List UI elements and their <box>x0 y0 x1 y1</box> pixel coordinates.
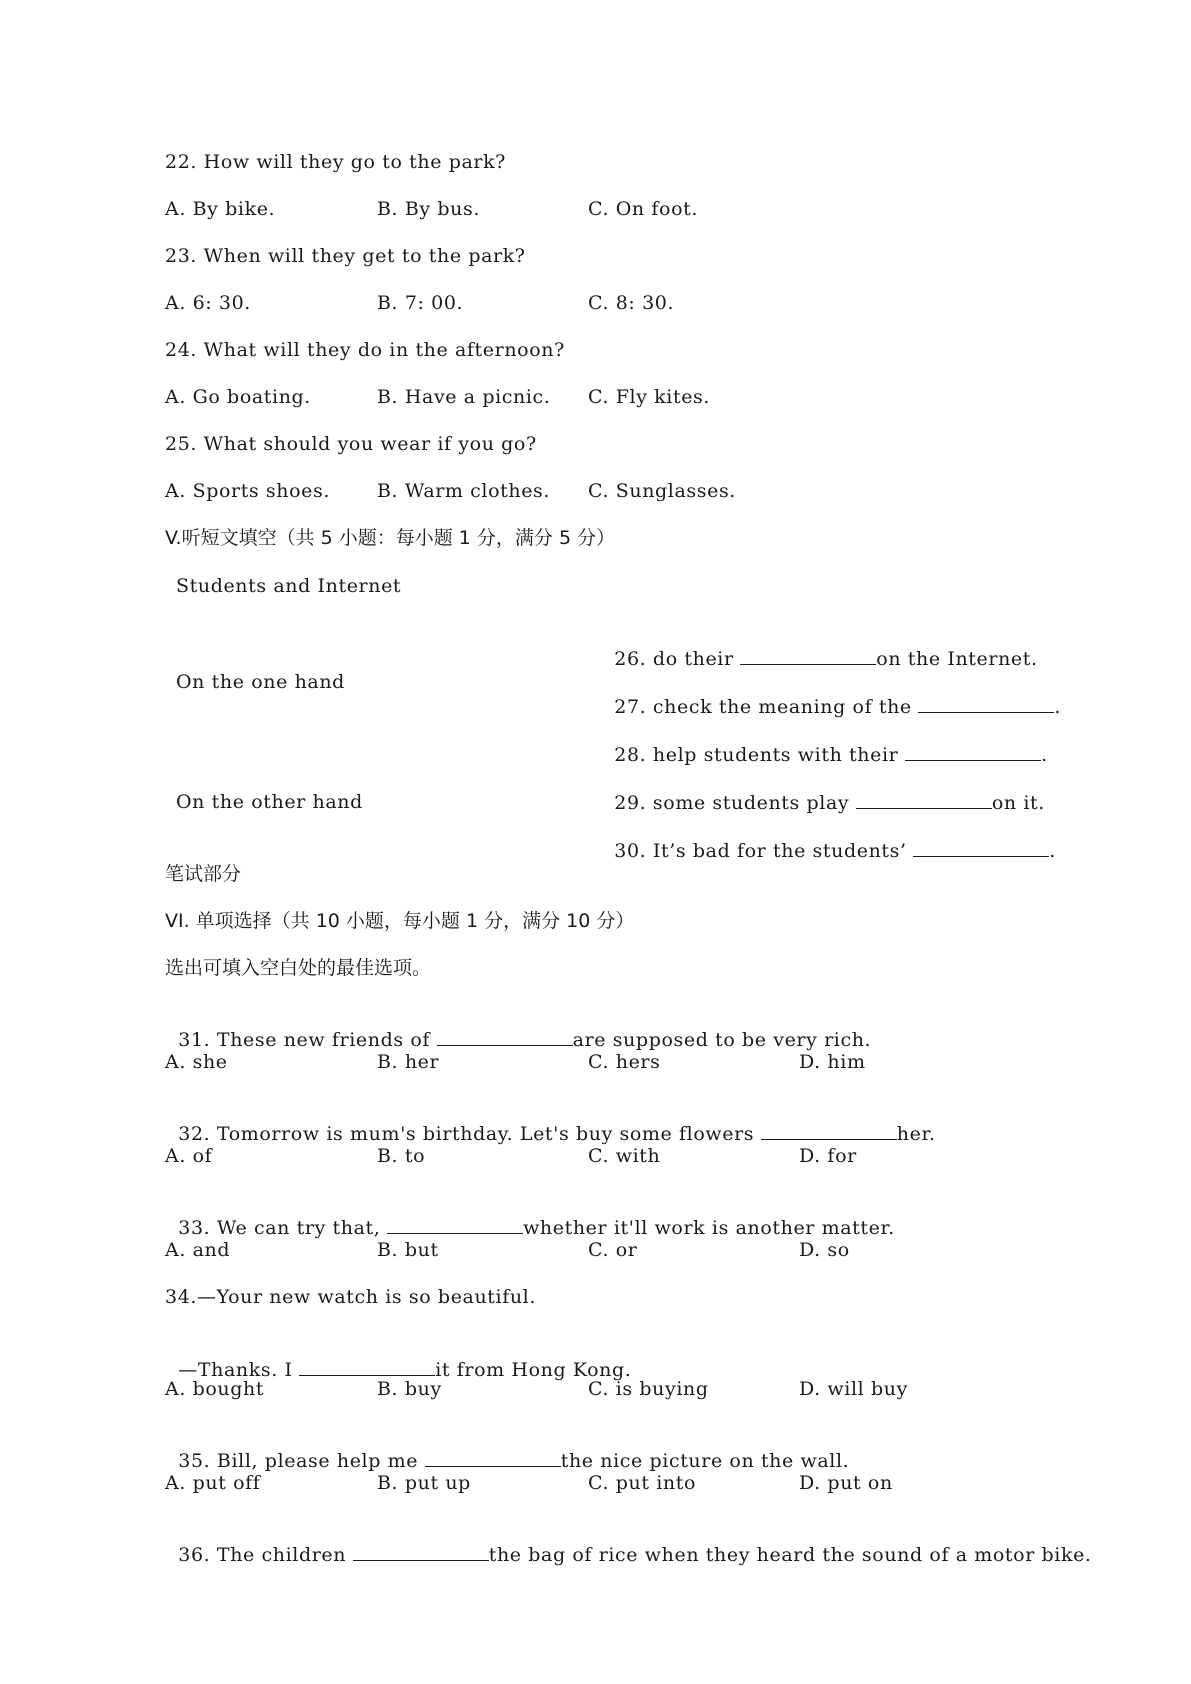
question-36-post: the bag of rice when they heard the sound of a motor bike. <box>488 1544 1092 1566</box>
fill-item-27-post: . <box>1054 696 1062 718</box>
label-one-hand: On the one hand <box>176 671 345 693</box>
fill-item-28-pre: 28. help students with their <box>614 744 905 766</box>
table-title: Students and Internet <box>176 575 402 597</box>
option-32-b: B. to <box>377 1145 426 1167</box>
fill-item-28 <box>601 718 1048 767</box>
blank-33[interactable] <box>387 1215 523 1234</box>
option-31-d: D. him <box>799 1051 866 1073</box>
question-24: 24. What will they do in the afternoon? <box>165 339 565 361</box>
section-6-heading: VI. 单项选择（共 10 小题，每小题 1 分，满分 10 分） <box>165 910 635 932</box>
option-33-a: A. and <box>165 1239 231 1261</box>
option-35-b: B. put up <box>377 1472 471 1494</box>
option-34-d: D. will buy <box>799 1378 908 1400</box>
blank-31[interactable] <box>437 1027 573 1046</box>
option-33-b: B. but <box>377 1239 439 1261</box>
question-32 <box>165 1097 936 1146</box>
label-other-hand: On the other hand <box>176 791 363 813</box>
option-32-d: D. for <box>799 1145 857 1167</box>
option-23-c: C. 8: 30. <box>588 292 675 314</box>
option-31-c: C. hers <box>588 1051 661 1073</box>
option-24-a: A. Go boating. <box>165 386 311 408</box>
question-22: 22. How will they go to the park? <box>165 151 506 173</box>
fill-item-30-post: . <box>1049 840 1056 862</box>
question-34-post: it from Hong Kong. <box>435 1359 632 1381</box>
blank-30[interactable] <box>913 838 1049 857</box>
option-23-a: A. 6: 30. <box>165 292 251 314</box>
option-25-c: C. Sunglasses. <box>588 480 736 502</box>
fill-item-29-post: on it. <box>991 792 1045 814</box>
question-36 <box>165 1518 1092 1567</box>
fill-item-26-post: on the Internet. <box>876 648 1038 670</box>
question-31-post: are supposed to be very rich. <box>572 1029 872 1051</box>
option-35-a: A. put off <box>165 1472 261 1494</box>
option-35-c: C. put into <box>588 1472 697 1494</box>
question-36-pre: 36. The children <box>178 1544 353 1566</box>
question-31-pre: 31. These new friends of <box>178 1029 437 1051</box>
option-22-b: B. By bus. <box>377 198 480 220</box>
option-33-d: D. so <box>799 1239 850 1261</box>
option-35-d: D. put on <box>799 1472 893 1494</box>
question-25: 25. What should you wear if you go? <box>165 433 537 455</box>
blank-28[interactable] <box>905 742 1041 761</box>
section-6-instruction: 选出可填入空白处的最佳选项。 <box>165 957 432 979</box>
option-34-a: A. bought <box>165 1378 265 1400</box>
blank-34[interactable] <box>299 1357 435 1376</box>
fill-item-26-pre: 26. do their <box>614 648 741 670</box>
question-32-pre: 32. Tomorrow is mum's birthday. Let's buy some flowers <box>178 1123 761 1145</box>
option-25-a: A. Sports shoes. <box>165 480 330 502</box>
question-35-post: the nice picture on the wall. <box>560 1450 850 1472</box>
question-32-post: her. <box>896 1123 936 1145</box>
question-33 <box>165 1191 895 1240</box>
option-34-c: C. is buying <box>588 1378 709 1400</box>
option-24-b: B. Have a picnic. <box>377 386 551 408</box>
question-33-post: whether it'll work is another matter. <box>523 1217 895 1239</box>
blank-27[interactable] <box>918 694 1054 713</box>
question-31 <box>165 1003 871 1052</box>
section-5-heading: V.听短文填空（共 5 小题：每小题 1 分，满分 5 分） <box>165 527 616 549</box>
question-23: 23. When will they get to the park? <box>165 245 526 267</box>
fill-item-27 <box>601 670 1061 719</box>
question-35 <box>165 1424 849 1473</box>
option-22-a: A. By bike. <box>165 198 276 220</box>
fill-item-28-post: . <box>1040 744 1048 766</box>
question-35-pre: 35. Bill, please help me <box>178 1450 425 1472</box>
fill-item-29-pre: 29. some students play <box>614 792 856 814</box>
blank-26[interactable] <box>740 646 876 665</box>
fill-item-30 <box>601 814 1056 863</box>
option-24-c: C. Fly kites. <box>588 386 711 408</box>
fill-item-30-pre: 30. It’s bad for the students’ <box>614 840 914 862</box>
fill-item-27-pre: 27. check the meaning of the <box>614 696 919 718</box>
option-23-b: B. 7: 00. <box>377 292 464 314</box>
question-33-pre: 33. We can try that, <box>178 1217 388 1239</box>
fill-item-26 <box>601 622 1038 671</box>
written-part-heading: 笔试部分 <box>165 863 242 885</box>
blank-29[interactable] <box>856 790 992 809</box>
option-32-c: C. with <box>588 1145 661 1167</box>
option-22-c: C. On foot. <box>588 198 698 220</box>
option-34-b: B. buy <box>377 1378 442 1400</box>
option-33-c: C. or <box>588 1239 638 1261</box>
option-32-a: A. of <box>165 1145 213 1167</box>
blank-36[interactable] <box>353 1542 489 1561</box>
option-25-b: B. Warm clothes. <box>377 480 551 502</box>
option-31-b: B. her <box>377 1051 440 1073</box>
blank-35[interactable] <box>425 1448 561 1467</box>
blank-32[interactable] <box>761 1121 897 1140</box>
question-34-line1: 34.—Your new watch is so beautiful. <box>165 1286 536 1308</box>
question-34-pre: —Thanks. I <box>178 1359 300 1381</box>
question-34-line2 <box>165 1333 631 1382</box>
option-31-a: A. she <box>165 1051 228 1073</box>
fill-item-29 <box>601 766 1045 815</box>
